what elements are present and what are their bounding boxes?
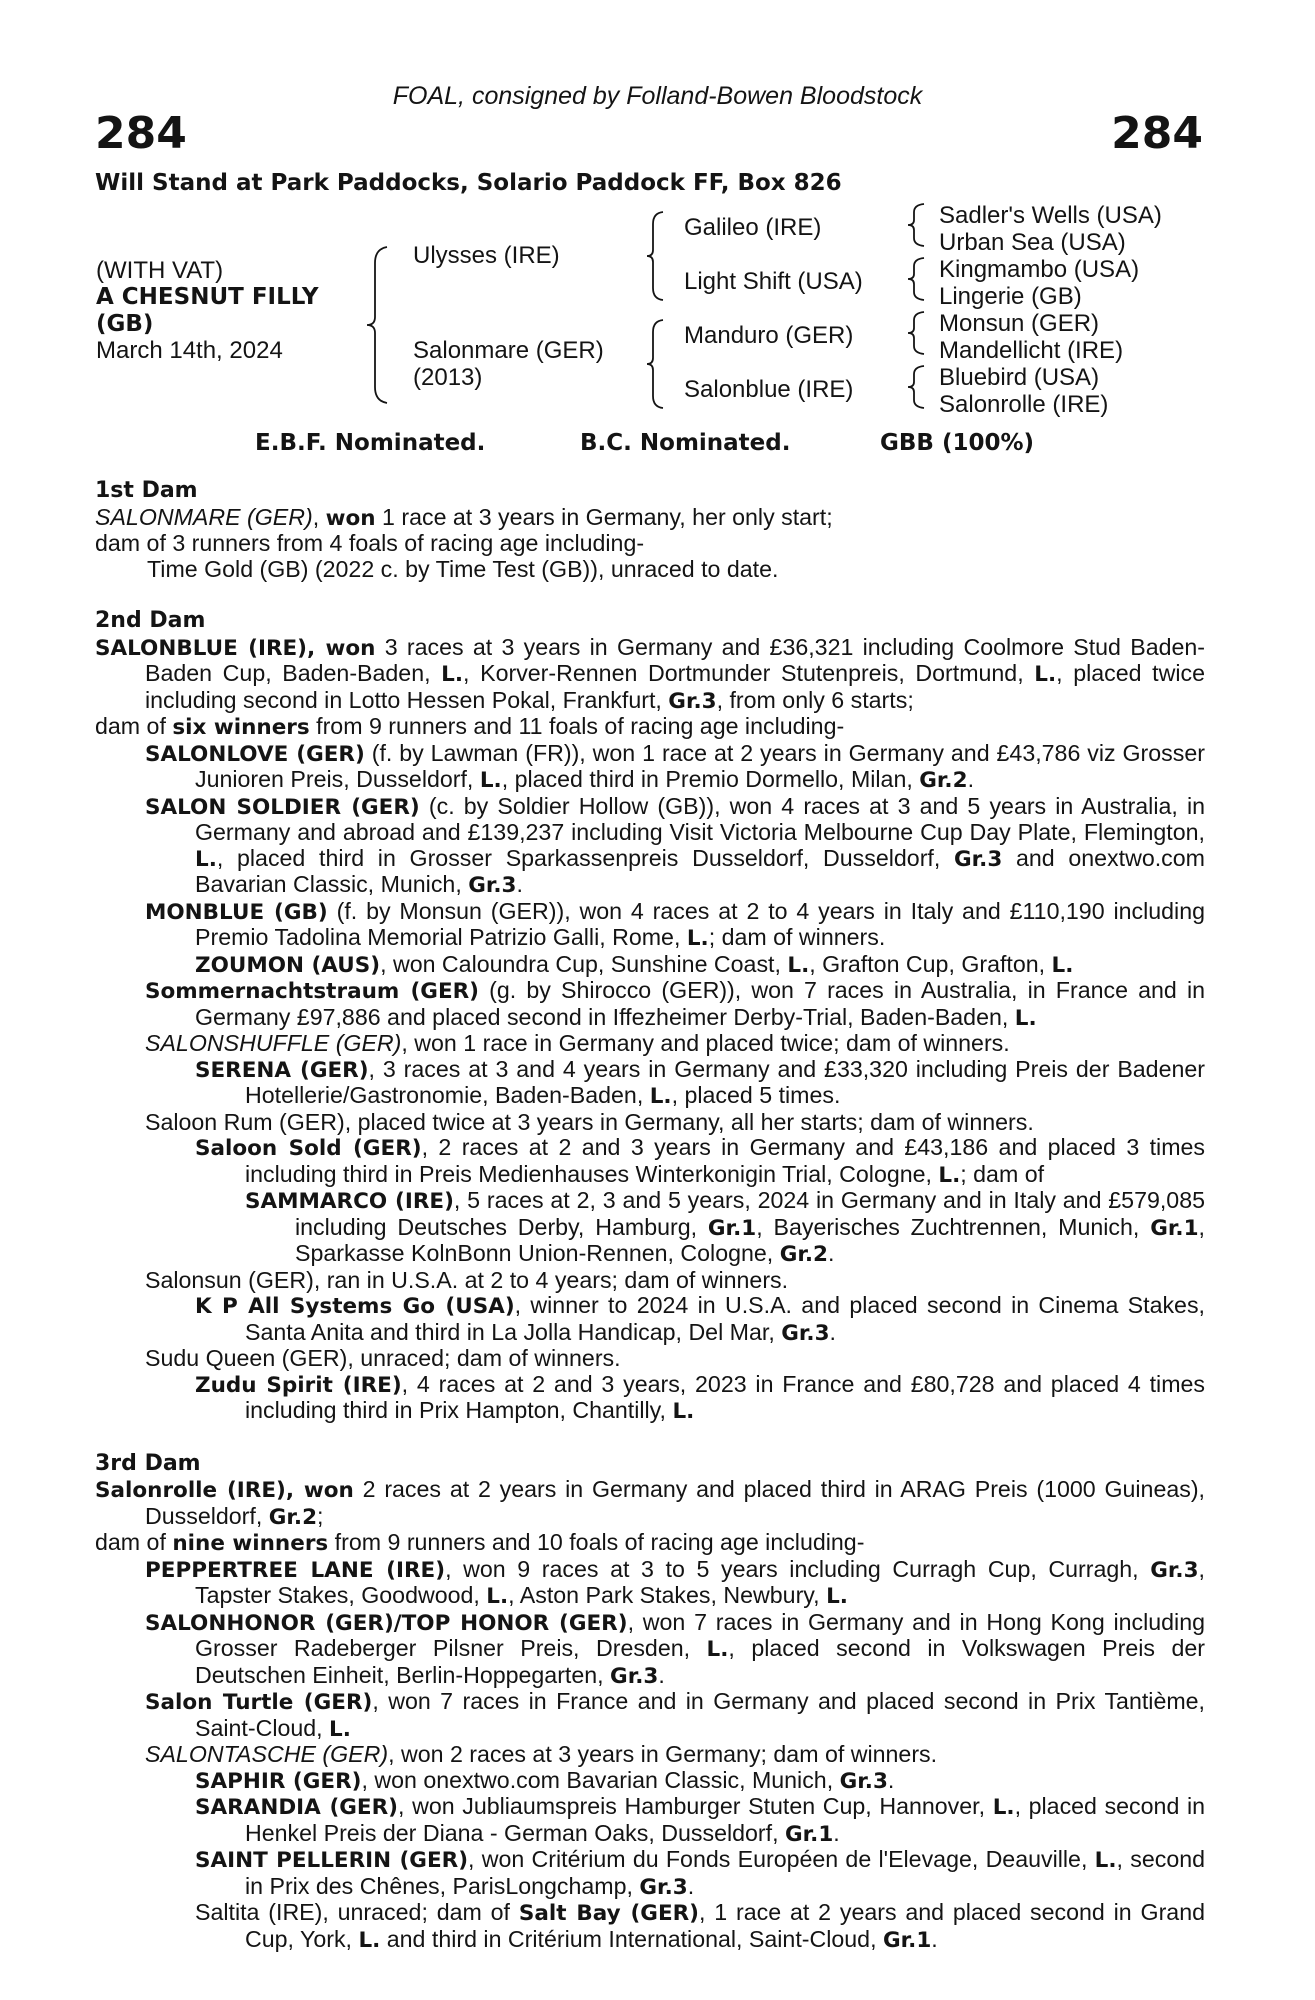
- pedigree-entry: [95, 1188, 1205, 1268]
- sire-name: Ulysses (IRE): [413, 242, 560, 269]
- bold-run: Sommernachtstraum (GER): [145, 979, 480, 1004]
- catalogue-body: [95, 478, 1205, 1953]
- text-run: .: [967, 766, 975, 792]
- horse-dob: March 14th, 2024: [96, 337, 283, 364]
- text-run: , Tapster Stakes, Goodwood,: [195, 1555, 1205, 1608]
- pedigree-brace-g4: [906, 364, 928, 410]
- text-run: .: [828, 1240, 835, 1266]
- bold-run: Gr.3: [954, 846, 1003, 872]
- text-run: (f. by Monsun (GER)), won 4 races at 2 to 4 years in Italy and £110,190 including Premio Tadolina Memorial Patrizio Galli, Rome,: [195, 897, 1205, 950]
- text-run: 1 race at 3 years in Germany, her only start;: [375, 503, 833, 530]
- pedigree-brace-g1: [906, 202, 928, 248]
- bold-run: SAINT PELLERIN (GER): [195, 1848, 469, 1873]
- text-run: , won 1 race in Germany and placed twice; dam of winners.: [401, 1030, 1010, 1056]
- bold-run: L.: [479, 768, 502, 793]
- bold-run: Salt Bay (GER): [518, 1901, 700, 1926]
- bold-run: L.: [486, 1584, 509, 1609]
- text-run: ; dam of winners.: [708, 924, 886, 950]
- text-run: , winner to 2024 in U.S.A. and placed second in Cinema Stakes, Santa Anita and third in La Jolla Handicap, Del Mar,: [245, 1292, 1205, 1345]
- pedigree-entry: [95, 1477, 1205, 1530]
- gen3-3: Kingmambo (USA): [939, 256, 1140, 283]
- pedigree-entry: [95, 714, 1205, 741]
- dam-sire: Manduro (GER): [684, 322, 854, 349]
- section-heading: 3rd Dam: [95, 1450, 201, 1476]
- text-run: , second in Prix des Chênes, ParisLongchamp,: [245, 1846, 1206, 1899]
- pedigree-entry: [95, 1689, 1205, 1742]
- pedigree-entry: [95, 557, 1205, 583]
- bold-run: K P All Systems Go (USA): [195, 1294, 515, 1319]
- bold-run: Saloon Sold (GER): [195, 1136, 422, 1161]
- text-run: , 2 races at 2 and 3 years in Germany and £43,186 and placed 3 times including third in Preis Medienhauses Winterkonigin Trial, Cologne,: [245, 1134, 1205, 1187]
- sire-dam: Light Shift (USA): [684, 268, 863, 295]
- bold-run: SALONBLUE (IRE), won: [95, 635, 376, 661]
- bold-run: Gr.1: [882, 1927, 932, 1953]
- pedigree-entry: [95, 1847, 1205, 1900]
- text-run: dam of: [95, 713, 173, 739]
- bold-run: Gr.3: [781, 1320, 830, 1346]
- text-run: , Sparkasse KolnBonn Union-Rennen, Cologne,: [295, 1213, 1205, 1266]
- text-run: (c. by Soldier Hollow (GB)), won 4 races at 3 and 5 years in Australia, in Germany and abroad and £139,237 including Visit Victoria Melbourne Cup Day Plate, Flemington,: [195, 792, 1205, 845]
- pedigree-entry: [95, 899, 1205, 952]
- pedigree-entry: [95, 1110, 1205, 1136]
- gen3-1: Sadler's Wells (USA): [939, 202, 1162, 229]
- ebf-nomination: E.B.F. Nominated.: [255, 430, 486, 456]
- section-heading: 2nd Dam: [95, 608, 206, 633]
- section-gap: [95, 1425, 1205, 1451]
- text-run: Salonsun (GER), ran in U.S.A. at 2 to 4 years; dam of winners.: [145, 1266, 789, 1293]
- text-run: , won 7 races in France and in Germany and placed second in Prix Tantième, Saint-Cloud,: [195, 1688, 1205, 1741]
- pedigree-entry: [95, 1372, 1205, 1425]
- bold-run: Gr.1: [707, 1215, 757, 1241]
- bold-run: L.: [787, 952, 810, 978]
- bold-run: SAMMARCO (IRE): [245, 1189, 454, 1214]
- bold-run: SALON SOLDIER (GER): [145, 794, 420, 820]
- pedigree-entry: [95, 1794, 1205, 1847]
- bold-run: SAPHIR (GER): [195, 1768, 362, 1794]
- gen3-6: Mandellicht (IRE): [939, 337, 1124, 364]
- pedigree-brace-level1: [365, 245, 395, 405]
- bold-run: Salonrolle (IRE), won: [95, 1478, 354, 1503]
- bold-run: L.: [441, 662, 464, 687]
- text-run: .: [931, 1925, 938, 1952]
- pedigree-entry: [95, 505, 1205, 532]
- text-run: , won Critérium du Fonds Européen de l'Elevage, Deauville,: [468, 1846, 1095, 1872]
- gen3-2: Urban Sea (USA): [939, 229, 1126, 256]
- bold-run: Gr.1: [1150, 1215, 1199, 1241]
- text-run: .: [687, 1872, 695, 1899]
- pedigree-entry: [95, 978, 1205, 1031]
- text-run: (f. by Lawman (FR)), won 1 race at 2 years in Germany and £43,786 viz Grosser Junioren Preis, Dusseldorf,: [195, 739, 1205, 792]
- italic-run: SALONMARE (GER): [95, 503, 313, 530]
- text-run: and onextwo.com Bavarian Classic, Munich,: [195, 844, 1205, 897]
- stand-location: Will Stand at Park Paddocks, Solario Paddock FF, Box 826: [95, 170, 842, 196]
- horse-name: A CHESNUT FILLY: [96, 284, 319, 310]
- bold-run: MONBLUE (GB): [145, 899, 328, 925]
- text-run: , placed third in Premio Dormello, Milan,: [501, 766, 920, 792]
- text-run: , 3 races at 3 and 4 years in Germany and £33,320 including Preis der Badener Hotellerie/Gastronomie, Baden-Baden,: [245, 1055, 1205, 1108]
- bold-run: won: [325, 505, 376, 531]
- bold-run: L.: [826, 1584, 848, 1609]
- dam-year: (2013): [413, 364, 483, 391]
- vat-note: (WITH VAT): [96, 257, 224, 284]
- gen3-7: Bluebird (USA): [939, 364, 1100, 391]
- bold-run: Gr.3: [1150, 1557, 1199, 1583]
- text-run: .: [516, 871, 523, 897]
- text-run: ; dam of: [960, 1160, 1045, 1187]
- text-run: (g. by Shirocco (GER)), won 7 races in Australia, in France and in Germany £97,886 and placed second in Iffezheimer Derby-Trial, Baden-Baden,: [195, 977, 1205, 1030]
- text-run: from 9 runners and 10 foals of racing age including-: [328, 1529, 865, 1555]
- text-run: , Korver-Rennen Dortmunder Stutenpreis, Dortmund,: [463, 660, 1035, 686]
- pedigree-brace-g2: [906, 256, 928, 302]
- bold-run: L.: [938, 1162, 961, 1188]
- bold-run: SERENA (GER): [195, 1057, 369, 1083]
- pedigree-entry: [95, 1135, 1205, 1188]
- bold-run: L.: [649, 1084, 672, 1109]
- consignor-line: FOAL, consigned by Folland-Bowen Bloodstock: [392, 82, 923, 110]
- pedigree-entry: [95, 531, 1205, 557]
- pedigree-entry: [95, 1557, 1205, 1610]
- bold-run: L.: [1051, 952, 1074, 978]
- bold-run: L.: [1014, 1005, 1037, 1031]
- bc-nomination: B.C. Nominated.: [580, 430, 791, 456]
- horse-origin: (GB): [96, 311, 154, 337]
- text-run: and third in Critérium International, Saint-Cloud,: [380, 1925, 883, 1952]
- bold-run: Gr.2: [919, 768, 968, 793]
- pedigree-entry: [95, 1268, 1205, 1294]
- text-run: , placed third in Grosser Sparkassenpreis Dusseldorf, Dusseldorf,: [216, 844, 954, 871]
- text-run: , won 2 races at 3 years in Germany; dam of winners.: [388, 1741, 938, 1767]
- text-run: .: [658, 1661, 665, 1688]
- pedigree-entry: [95, 952, 1205, 979]
- text-run: ;: [317, 1502, 324, 1529]
- dam-name: Salonmare (GER): [413, 337, 604, 364]
- text-run: dam of 3 runners from 4 foals of racing age including-: [95, 530, 645, 556]
- italic-run: SALONTASCHE (GER): [145, 1741, 389, 1767]
- pedigree-entry: [95, 794, 1205, 899]
- text-run: , placed twice including second in Lotto Hessen Pokal, Frankfurt,: [145, 660, 1206, 713]
- bold-run: Zudu Spirit (IRE): [195, 1372, 402, 1398]
- text-run: Sudu Queen (GER), unraced; dam of winners.: [145, 1345, 621, 1371]
- section-heading: 1st Dam: [95, 478, 198, 503]
- text-run: .: [887, 1766, 895, 1793]
- pedigree-entry: [95, 1768, 1205, 1795]
- bold-run: ZOUMON (AUS): [195, 952, 381, 978]
- pedigree-brace-sire: [645, 210, 669, 302]
- bold-run: L.: [992, 1795, 1015, 1820]
- text-run: , 1 race at 2 years and placed second in Grand Cup, York,: [245, 1899, 1205, 1952]
- bold-run: SALONHONOR (GER)/TOP HONOR (GER): [145, 1610, 628, 1636]
- lot-number-right: 284: [1111, 108, 1203, 159]
- bold-run: Gr.2: [779, 1242, 828, 1267]
- pedigree-brace-g3: [906, 310, 928, 356]
- lot-number-left: 284: [95, 108, 187, 159]
- bold-run: L.: [686, 926, 709, 951]
- bold-run: L.: [672, 1399, 695, 1424]
- bold-run: L.: [329, 1716, 351, 1742]
- text-run: Saltita (IRE), unraced; dam of: [195, 1899, 519, 1925]
- text-run: ,: [312, 503, 326, 530]
- pedigree-entry: [95, 1900, 1205, 1953]
- bold-run: L.: [1034, 662, 1057, 687]
- pedigree-entry: [95, 1530, 1205, 1557]
- bold-run: Gr.3: [839, 1768, 888, 1794]
- text-run: , placed second in Henkel Preis der Diana - German Oaks, Dusseldorf,: [245, 1793, 1206, 1846]
- bold-run: PEPPERTREE LANE (IRE): [145, 1557, 446, 1583]
- text-run: , Aston Park Stakes, Newbury,: [508, 1582, 827, 1608]
- dam-dam: Salonblue (IRE): [684, 376, 854, 403]
- text-run: Saloon Rum (GER), placed twice at 3 years in Germany, all her starts; dam of winners.: [145, 1108, 1034, 1135]
- pedigree-brace-dam: [645, 318, 669, 410]
- text-run: , won 9 races at 3 to 5 years including Curragh Cup, Curragh,: [445, 1555, 1151, 1582]
- text-run: , placed 5 times.: [671, 1082, 841, 1108]
- text-run: , from only 6 starts;: [716, 686, 914, 713]
- bold-run: SARANDIA (GER): [195, 1795, 399, 1820]
- pedigree-entry: [95, 1346, 1205, 1372]
- pedigree-entry: [95, 1057, 1205, 1110]
- gen3-4: Lingerie (GB): [939, 283, 1082, 310]
- pedigree-entry: [95, 1031, 1205, 1057]
- text-run: , won Caloundra Cup, Sunshine Coast,: [380, 950, 788, 977]
- text-run: , won Jubliaumspreis Hamburger Stuten Cup, Hannover,: [398, 1793, 993, 1819]
- bold-run: L.: [358, 1927, 381, 1953]
- text-run: .: [829, 1318, 836, 1345]
- text-run: , placed second in Volkswagen Preis der Deutschen Einheit, Berlin-Hoppegarten,: [195, 1635, 1205, 1688]
- section-gap: [95, 582, 1205, 608]
- pedigree-entry: [95, 1742, 1205, 1768]
- pedigree-entry: [95, 1610, 1205, 1690]
- bold-run: Gr.3: [668, 688, 717, 714]
- text-run: , won onextwo.com Bavarian Classic, Munich,: [361, 1766, 840, 1793]
- text-run: , won 7 races in Germany and in Hong Kong including Grosser Radeberger Pilsner Preis, Dresden,: [195, 1608, 1205, 1661]
- bold-run: Gr.2: [268, 1504, 318, 1530]
- bold-run: L.: [195, 846, 217, 872]
- gbb-status: GBB (100%): [880, 430, 1035, 456]
- bold-run: Salon Turtle (GER): [145, 1690, 373, 1715]
- bold-run: Gr.3: [639, 1874, 688, 1900]
- text-run: dam of: [95, 1529, 173, 1555]
- text-run: , 4 races at 2 and 3 years, 2023 in France and £80,728 and placed 4 times including third in Prix Hampton, Chantilly,: [245, 1370, 1206, 1423]
- text-run: , Grafton Cup, Grafton,: [809, 950, 1052, 977]
- text-run: , 5 races at 2, 3 and 5 years, 2024 in Germany and in Italy and £579,085 including Deutsches Derby, Hamburg,: [295, 1187, 1205, 1240]
- text-run: from 9 runners and 11 foals of racing age including-: [309, 713, 845, 739]
- bold-run: L.: [1094, 1848, 1117, 1873]
- bold-run: SALONLOVE (GER): [145, 741, 365, 767]
- text-run: , Bayerisches Zuchtrennen, Munich,: [756, 1213, 1151, 1240]
- text-run: 3 races at 3 years in Germany and £36,321 including Coolmore Stud Baden-Baden Cup, Baden-Baden,: [145, 633, 1205, 686]
- pedigree-entry: [95, 1293, 1205, 1346]
- sire-sire: Galileo (IRE): [684, 214, 822, 241]
- bold-run: Gr.3: [468, 873, 517, 898]
- text-run: .: [833, 1819, 840, 1846]
- bold-run: Gr.3: [610, 1663, 659, 1689]
- bold-run: Gr.1: [784, 1821, 834, 1847]
- bold-run: L.: [706, 1637, 729, 1662]
- gen3-8: Salonrolle (IRE): [939, 391, 1109, 418]
- bold-run: nine winners: [172, 1531, 329, 1556]
- bold-run: six winners: [172, 715, 310, 740]
- pedigree-entry: [95, 635, 1205, 715]
- pedigree-entry: [95, 741, 1205, 794]
- text-run: Time Gold (GB) (2022 c. by Time Test (GB)), unraced to date.: [147, 555, 779, 582]
- text-run: 2 races at 2 years in Germany and placed third in ARAG Preis (1000 Guineas), Dusseldorf,: [145, 1476, 1205, 1529]
- gen3-5: Monsun (GER): [939, 310, 1100, 337]
- italic-run: SALONSHUFFLE (GER): [145, 1030, 402, 1056]
